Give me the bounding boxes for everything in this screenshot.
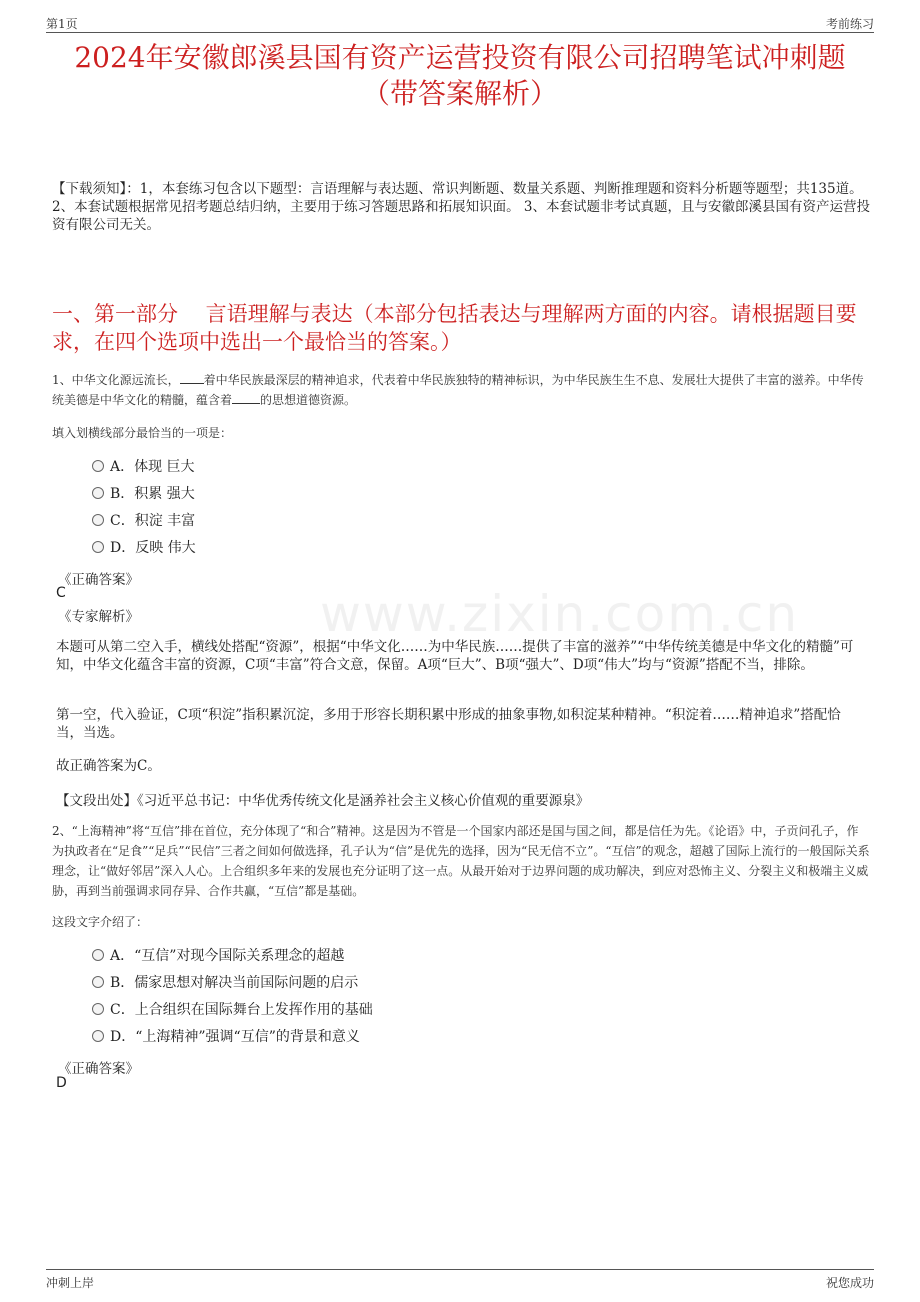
q2-answer: D — [56, 1075, 67, 1091]
q1-analysis-para-1: 本题可从第二空入手，横线处搭配“资源”，根据“中华文化……为中华民族……提供了丰富的滋养”“中华传统美德是中华文化的精髓”可知，中华文化蕴含丰富的资源，C项“丰富”符合文意，保留。A项“巨大”、B项“强大”、D项“伟大”均与“资源”搭配不当，排除。 — [56, 639, 854, 673]
q2-answer-label: 《正确答案》 — [58, 1061, 139, 1077]
radio-icon[interactable] — [92, 460, 104, 472]
q1-answer: C — [56, 585, 66, 601]
q1-analysis-para-2: 第一空，代入验证，C项“积淀”指积累沉淀，多用于形容长期积累中形成的抽象事物,如积淀某种精神。“积淀着……精神追求”搭配恰当，当选。 — [56, 707, 841, 741]
stem-part-2: 着中华民族最深层的精神追求，代表着中华民族独特的精神标识，为中华民族生生不息、发展壮大提供了丰富的滋养。中华传统美德是中华文化的精髓，蕴含着 — [52, 373, 864, 407]
question-2-stem: 2、“上海精神”将“互信”排在首位，充分体现了“和合”精神。这是因为不管是一个国家内部还是国与国之间，都是信任为先。《论语》中，子贡问孔子，作为执政者在“足食”“足兵”“民信”三者之间如何做选择，孔子认为“信”是优先的选择，因为“民无信不立”。“互信”的观念，超越了国际上流行的一般国际关系理念，让“做好邻居”深入人心。上合组织多年来的发展也充分证明了这一点。从最开始对于边界问题的成功解决，到应对恐怖主义、分裂主义和极端主义威胁，再到当前强调求同存异、合作共赢，“互信”都是基础。 — [52, 824, 870, 898]
q1-option-b[interactable]: B．积累 强大 — [92, 484, 195, 504]
radio-icon[interactable] — [92, 949, 104, 961]
footer-left: 冲刺上岸 — [46, 1276, 95, 1290]
radio-icon[interactable] — [92, 1030, 104, 1042]
stem-part-1: 1、中华文化源远流长， — [52, 373, 180, 387]
page-number: 第1页 — [46, 17, 78, 31]
q1-analysis-para-3: 故正确答案为C。 — [56, 758, 161, 774]
radio-icon[interactable] — [92, 487, 104, 499]
q2-option-d[interactable]: D．“上海精神”强调“互信”的背景和意义 — [92, 1027, 360, 1047]
section-title: 一、第一部分 言语理解与表达（本部分包括表达与理解两方面的内容。请根据题目要求，在四个选项中选出一个最恰当的答案。） — [52, 302, 857, 354]
radio-icon[interactable] — [92, 514, 104, 526]
radio-icon[interactable] — [92, 1003, 104, 1015]
question-1-prompt: 填入划横线部分最恰当的一项是： — [52, 426, 233, 440]
stem-part-3: 的思想道德资源。 — [260, 393, 357, 407]
q1-source: 【文段出处】《习近平总书记：中华优秀传统文化是涵养社会主义核心价值观的重要源泉》 — [56, 793, 590, 809]
q1-option-c[interactable]: C．积淀 丰富 — [92, 511, 195, 531]
q2-option-a[interactable]: A．“互信”对现今国际关系理念的超越 — [92, 946, 344, 966]
q1-answer-label: 《正确答案》 — [58, 572, 139, 588]
footer-right: 祝您成功 — [825, 1276, 874, 1290]
q1-analysis-label: 《专家解析》 — [58, 609, 139, 625]
q1-option-a[interactable]: A．体现 巨大 — [92, 457, 195, 477]
watermark: www.zixin.com.cn — [320, 585, 800, 643]
download-notice: 【下载须知】：1，本套练习包含以下题型：言语理解与表达题、常识判断题、数量关系题、判断推理题和资料分析题等题型；共135道。 2、本套试题根据常见招考题总结归纳，主要用于练习答题思路和拓展知识面。 3、本套试题非考试真题，且与安徽郎溪县国有资产运营投资有限公司无关。 — [52, 181, 870, 233]
radio-icon[interactable] — [92, 976, 104, 988]
page-title — [40, 40, 880, 112]
header-tag: 考前练习 — [825, 17, 874, 31]
page-footer — [46, 1269, 874, 1292]
q1-option-d[interactable]: D．反映 伟大 — [92, 538, 196, 558]
blank-1 — [180, 373, 204, 384]
q2-option-c[interactable]: C．上合组织在国际舞台上发挥作用的基础 — [92, 1000, 373, 1020]
radio-icon[interactable] — [92, 541, 104, 553]
blank-2 — [232, 393, 260, 404]
page-header — [46, 12, 874, 33]
question-1-stem — [52, 370, 870, 410]
q2-option-b[interactable]: B．儒家思想对解决当前国际问题的启示 — [92, 973, 358, 993]
title-line-1: 2024年安徽郎溪县国有资产运营投资有限公司招聘笔试冲刺题 — [74, 41, 846, 74]
question-2-prompt: 这段文字介绍了： — [52, 915, 149, 929]
title-line-2: （带答案解析） — [361, 77, 558, 110]
